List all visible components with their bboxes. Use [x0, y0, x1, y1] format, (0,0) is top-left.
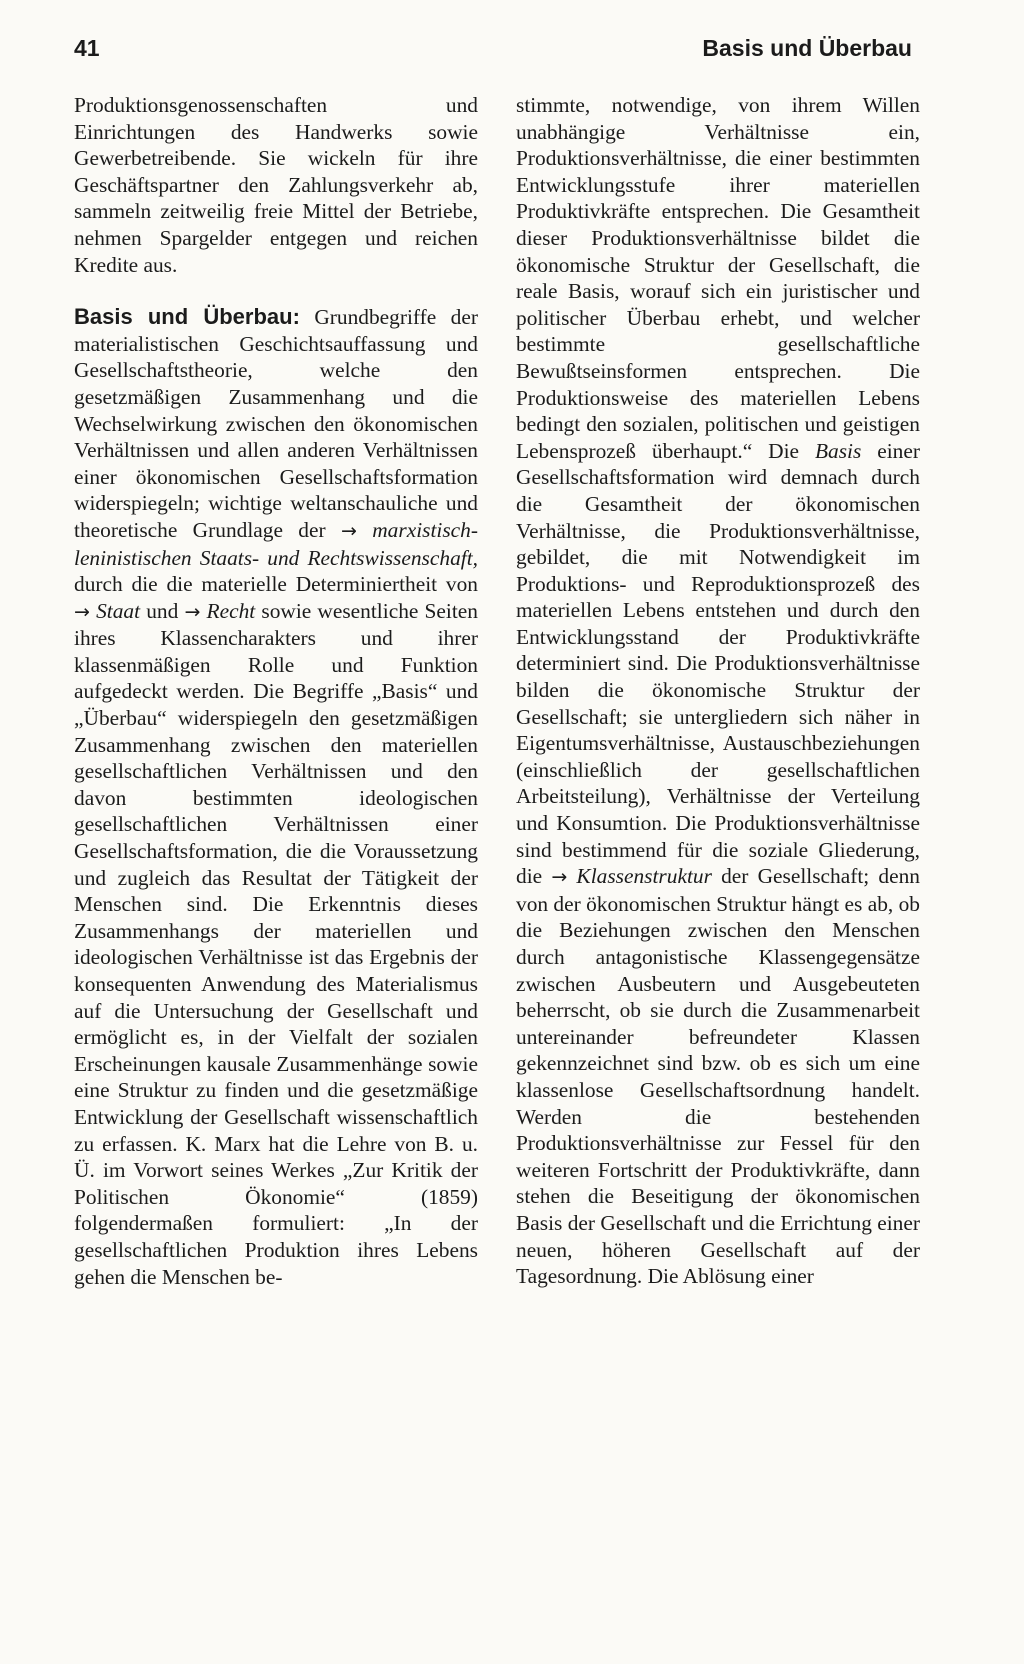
cross-reference-link[interactable]: Klassenstruktur	[576, 864, 712, 889]
cross-reference-arrow-icon: →	[340, 519, 357, 542]
right-column	[516, 92, 920, 1290]
entry-headword: Basis und Überbau:	[74, 304, 300, 330]
running-head: Basis und Überbau	[702, 35, 912, 61]
entry-text: einer Gesellschaftsformation wird demnach durch die Gesamtheit der ökonomischen Verhältnisse, die Produktionsverhältnisse, gebildet, die mit Notwendigkeit im Produktions- und Reproduktionsprozeß des materiellen Lebens entstehen und durch den Entwicklungsstand der Produktivkräfte determiniert sind. Die Produktionsverhältnisse bilden die ökonomische Struktur der Gesellschaft; sie untergliedern sich näher in Eigentumsverhältnisse, Austauschbeziehungen (einschließlich der gesellschaftlichen Arbeitsteilung), Verhältnisse der Verteilung und Konsumtion. Die Produktionsverhältnisse sind bestimmend für die soziale Gliederung, die	[516, 438, 920, 889]
entry-text: sowie wesentliche Seiten ihres Klassencharakters und ihrer klassenmäßigen Rolle und Funktion aufgedeckt werden. Die Begriffe „Basis“ und „Überbau“ widerspiegeln den gesetzmäßigen Zusammenhang zwischen den materiellen gesellschaftlichen Verhältnissen und den davon bestimmten ideologischen gesellschaftlichen Verhältnissen einer Gesellschaftsformation, die die Voraussetzung und zugleich das Resultat der Tätigkeit der Menschen sind. Die Erkenntnis dieses Zusammenhangs der materiellen und ideologischen Verhältnisse ist das Ergebnis der konsequenten Anwendung des Materialismus auf die Untersuchung der Gesellschaft und ermöglicht es, in der Vielfalt der sozialen Erscheinungen kausale Zusammenhänge sowie eine Struktur zu finden und die gesetzmäßige Entwicklung der Gesellschaft wissenschaftlich zu erfassen. K. Marx hat die Lehre von B. u. Ü. im Vorwort seines Werkes „Zur Kritik der Politischen Ökonomie“ (1859) folgendermaßen formuliert: „In der gesellschaftlichen Produktion ihres Lebens gehen die Menschen be-	[74, 598, 478, 1289]
cross-reference-link[interactable]: marxistisch-leninistischen Staats- und Rechtswissenschaft,	[74, 517, 478, 570]
paragraph-continuation: Produktionsgenossenschaften und Einrichtungen des Handwerks sowie Gewerbetreibende. Sie wickeln für ihre Geschäftspartner den Zahlungsverkehr ab, sammeln zeitweilig freie Mittel der Betriebe, nehmen Spargelder entgegen und reichen Kredite aus.	[74, 93, 478, 277]
entry-continuation	[516, 92, 920, 1290]
cross-reference-arrow-icon: →	[74, 600, 90, 623]
cross-reference-arrow-icon: →	[551, 866, 568, 889]
entry-text: und	[140, 598, 185, 623]
cross-reference-arrow-icon: →	[184, 600, 201, 623]
entry-text: Grundbegriffe der materialistischen Geschichtsauffassung und Gesellschaftstheorie, welche den gesetzmäßigen Zusammenhang und die Wechselwirkung zwischen den ökonomischen Verhältnissen und allen anderen Verhältnissen einer ökonomischen Gesellschaftsformation widerspiegeln; wichtige weltanschauliche und theoretische Grundlage der	[74, 305, 478, 542]
emphasis-basis: Basis	[814, 438, 862, 463]
entry-text: stimmte, notwendige, von ihrem Willen unabhängige Verhältnisse ein, Produktionsverhältnisse, die einer bestimmten Entwicklungsstufe ihrer materiellen Produktivkräfte entsprechen. Die Gesamtheit dieser Produktionsverhältnisse bildet die ökonomische Struktur der Gesellschaft, die reale Basis, worauf sich ein juristischer und politischer Überbau erhebt, und welcher bestimmte gesellschaftliche Bewußtseinsformen entsprechen. Die Produktionsweise des materiellen Lebens bedingt den sozialen, politischen und geistigen Lebensprozeß überhaupt.“ Die	[516, 93, 920, 463]
cross-reference-link[interactable]: Recht	[206, 598, 256, 623]
page-number: 41	[74, 35, 100, 61]
entry-text: durch die die materielle Determiniertheit von	[74, 572, 478, 597]
cross-reference-link[interactable]: Staat	[96, 598, 141, 623]
entry-basis-und-ueberbau	[74, 304, 478, 1290]
entry-text: der Gesellschaft; denn von der ökonomischen Struktur hängt es ab, ob die Beziehungen zwischen den Menschen durch antagonistische Klassengegensätze zwischen Ausbeutern und Ausgebeuteten beherrscht, ob sie durch die Zusammenarbeit untereinander befreundeter Klassen gekennzeichnet sind bzw. ob es sich um eine klassenlose Gesellschaftsordnung handelt. Werden die bestehenden Produktionsverhältnisse zur Fessel für den weiteren Fortschritt der Produktivkräfte, dann stehen die Beseitigung der ökonomischen Basis der Gesellschaft und die Errichtung einer neuen, höheren Gesellschaft auf der Tagesordnung. Die Ablösung einer	[516, 864, 920, 1289]
left-column	[74, 92, 478, 1290]
